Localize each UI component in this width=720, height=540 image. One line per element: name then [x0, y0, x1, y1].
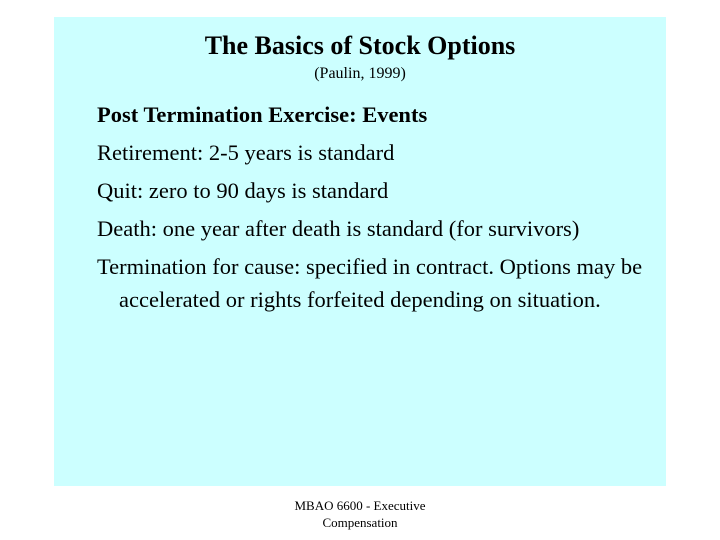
slide-subtitle: (Paulin, 1999)	[314, 65, 406, 82]
footer-line-1: MBAO 6600 - Executive	[294, 498, 426, 513]
bullet-heading: Post Termination Exercise: Events	[97, 102, 428, 127]
slide-footer	[260, 497, 460, 531]
bullet-quit: Quit: zero to 90 days is standard	[97, 178, 389, 203]
footer-line-2: Compensation	[322, 515, 398, 530]
bullet-termination-for-cause: Termination for cause: specified in contract. Options may be accelerated or rights forfeited depending on situation.	[97, 254, 643, 312]
bullet-retirement: Retirement: 2-5 years is standard	[97, 140, 395, 165]
bullet-death: Death: one year after death is standard (for survivors)	[97, 216, 580, 241]
slide-title: The Basics of Stock Options	[204, 31, 516, 60]
bullet-list	[97, 98, 652, 321]
